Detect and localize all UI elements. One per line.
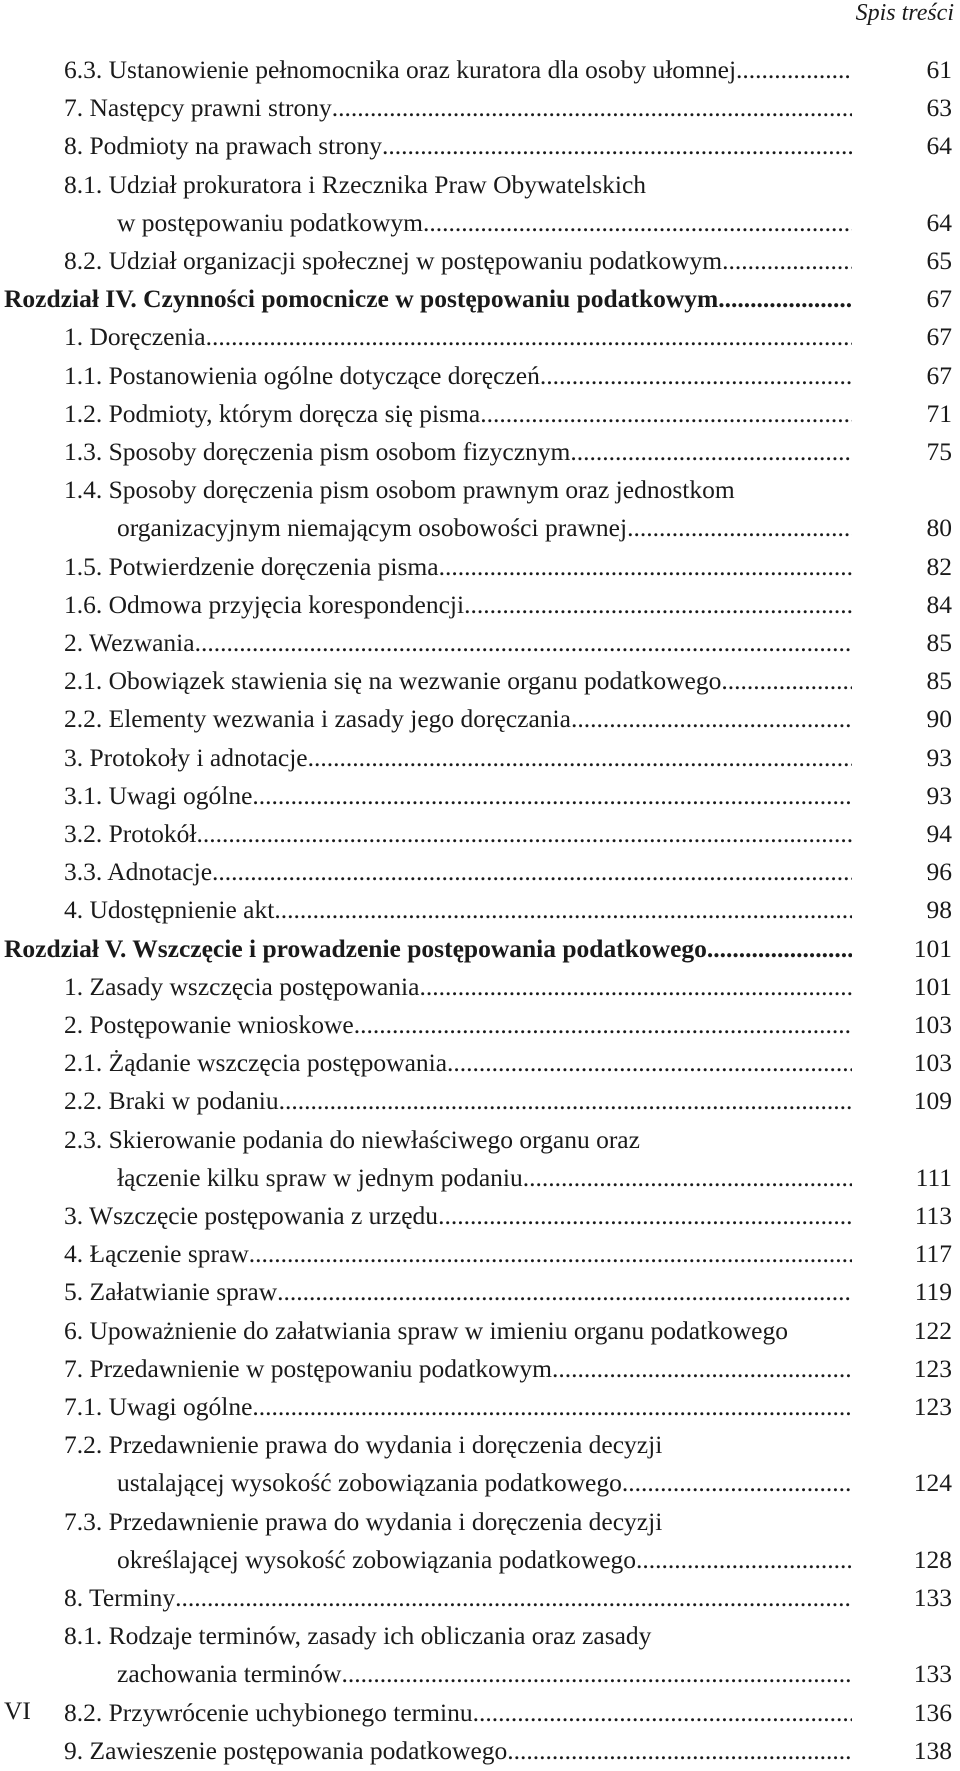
toc-entry-row: [0, 394, 952, 434]
toc-entry-row: [0, 1425, 952, 1465]
dot-leader: [570, 432, 852, 472]
toc-entry-row: [0, 1654, 952, 1694]
toc-entry-text: [64, 738, 852, 778]
toc-entry-row: [0, 623, 952, 663]
toc-entry-label: 2. Postępowanie wnioskowe: [64, 1010, 354, 1039]
dot-leader: [438, 1196, 852, 1236]
toc-entry-text: [64, 585, 852, 625]
toc-entry-label: 1.6. Odmowa przyjęcia korespondencji: [64, 589, 465, 619]
dot-leader: [627, 508, 852, 548]
toc-page-number: 84: [926, 589, 952, 619]
dot-leader: [447, 1043, 852, 1083]
toc-entry-text: [64, 1005, 852, 1045]
toc-entry-text: [64, 1043, 852, 1083]
toc-entry-text: [117, 508, 852, 548]
toc-entry-row: [0, 1693, 952, 1733]
toc-entry-text: [117, 1463, 852, 1503]
toc-entry-label: 6. Upoważnienie do załatwiania spraw w imieniu organu podatkowego: [64, 1315, 788, 1345]
toc-entry-row: [0, 814, 952, 854]
toc-entry-label: 8. Podmioty na prawach strony: [64, 131, 382, 161]
toc-entry-text: [64, 890, 852, 930]
toc-page-number: 113: [914, 1201, 952, 1230]
dot-leader: [419, 967, 852, 1007]
toc-entry-label: 4. Łączenie spraw: [64, 1239, 249, 1269]
toc-entry-label: 1.5. Potwierdzenie doręczenia pisma: [64, 551, 439, 581]
toc-entry-row: [0, 88, 952, 128]
toc-entry-text: [64, 1578, 852, 1618]
toc-entry-text: [64, 1120, 852, 1160]
toc-entry-row: [0, 203, 952, 243]
toc-entry-text: [64, 852, 852, 892]
toc-entry-text: [64, 470, 852, 510]
toc-entry-text: [117, 1158, 852, 1198]
dot-leader: [718, 279, 852, 319]
toc-entry-row: [0, 738, 952, 778]
toc-entry-row: [0, 432, 952, 472]
toc-page-number: 63: [926, 93, 952, 123]
toc-entry-label: łączenie kilku spraw w jednym podaniu: [117, 1162, 523, 1192]
dot-leader: [540, 356, 852, 396]
toc-page-number: 101: [913, 971, 952, 1001]
toc-page-number: 103: [913, 1048, 952, 1078]
toc-entry-text: [64, 699, 852, 739]
toc-entry-label: 5. Załatwianie spraw: [64, 1277, 278, 1307]
toc-entry-row: [0, 1463, 952, 1503]
toc-page-number: 93: [926, 780, 952, 810]
toc-entry-row: [0, 547, 952, 587]
toc-entry-label: 8.1. Udział prokuratora i Rzecznika Praw Obywatelskich: [64, 169, 647, 199]
dot-leader: [341, 1654, 852, 1694]
toc-entry-text: [64, 1425, 852, 1465]
dot-leader: [464, 585, 852, 625]
toc-entry-label: 8.2. Udział organizacji społecznej w postępowaniu podatkowym: [64, 246, 723, 275]
toc-page-number: 124: [913, 1468, 952, 1498]
toc-entry-row: [0, 165, 952, 205]
toc-page-number: 103: [913, 1010, 952, 1039]
toc-entry-text: [64, 241, 852, 281]
dot-leader: [636, 1540, 852, 1580]
page-number: VI: [4, 1696, 31, 1725]
toc-entry-label: 9. Zawieszenie postępowania podatkowego: [64, 1735, 508, 1765]
toc-entry-label: Rozdział V. Wszczęcie i prowadzenie postępowania podatkowego: [4, 933, 707, 963]
dot-leader: [308, 738, 852, 778]
toc-entry-label: 8.1. Rodzaje terminów, zasady ich obliczania oraz zasady: [64, 1621, 652, 1651]
toc-entry-row: [0, 1272, 952, 1312]
toc-entry-text: [4, 929, 852, 969]
toc-entry-row: [0, 1349, 952, 1389]
toc-page-number: 109: [913, 1086, 952, 1116]
toc-entry-row: [0, 1196, 952, 1236]
toc-entry-row: [0, 1616, 952, 1656]
dot-leader: [423, 203, 852, 243]
toc-entry-row: [0, 1387, 952, 1427]
toc-page-number: 67: [926, 284, 952, 314]
dot-leader: [439, 547, 852, 587]
dot-leader: [523, 1158, 852, 1198]
dot-leader: [196, 814, 852, 854]
toc-entry-row: [0, 1120, 952, 1160]
toc-entry-row: [0, 1234, 952, 1274]
toc-entry-row: [0, 50, 952, 90]
toc-page-number: 138: [913, 1735, 952, 1765]
toc-entry-text: [64, 623, 852, 663]
toc-entry-text: [64, 776, 852, 816]
toc-entry-label: 7.3. Przedawnienie prawa do wydania i doręczenia decyzji: [64, 1506, 663, 1536]
toc-entry-label: 4. Udostępnienie akt: [64, 895, 275, 925]
toc-entry-text: [64, 1234, 852, 1274]
toc-entry-label: 2.2. Elementy wezwania i zasady jego doręczania: [64, 704, 571, 734]
toc-entry-label: 1. Doręczenia: [64, 322, 206, 352]
toc-page-number: 133: [913, 1659, 952, 1689]
running-header: [0, 0, 960, 30]
toc-page-number: 122: [913, 1315, 952, 1345]
toc-entry-label: organizacyjnym niemającym osobowości prawnej: [117, 513, 628, 543]
dot-leader: [382, 126, 852, 166]
toc-entry-text: [64, 50, 852, 90]
toc-page-number: 96: [926, 857, 952, 887]
toc-entry-label: 1. Zasady wszczęcia postępowania: [64, 971, 420, 1001]
toc-entry-row: [0, 890, 952, 930]
toc-entry-row: [0, 241, 952, 281]
toc-page-number: 90: [926, 704, 952, 734]
dot-leader: [212, 852, 852, 892]
toc-entry-label: 7.2. Przedawnienie prawa do wydania i doręczenia decyzji: [64, 1430, 663, 1460]
toc-entry-text: [64, 394, 852, 434]
toc-page-number: 101: [913, 933, 952, 963]
dot-leader: [507, 1731, 852, 1771]
toc-entry-text: [117, 1540, 852, 1580]
toc-entry-text: [64, 661, 852, 701]
toc-entry-label: określającej wysokość zobowiązania podatkowego: [117, 1544, 637, 1574]
dot-leader: [473, 1693, 852, 1733]
toc-page-number: 71: [926, 398, 952, 428]
dot-leader: [252, 776, 852, 816]
toc-entry-text: [64, 432, 852, 472]
dot-leader: [480, 394, 852, 434]
toc-entry-text: [4, 279, 852, 319]
toc-entry-label: 7. Następcy prawni strony: [64, 93, 332, 123]
toc-page-number: 85: [926, 666, 952, 696]
toc-entry-label: 6.3. Ustanowienie pełnomocnika oraz kuratora dla osoby ułomnej: [64, 55, 737, 84]
toc-entry-label: 8. Terminy: [64, 1583, 176, 1612]
dot-leader: [552, 1349, 852, 1389]
toc-entry-text: [64, 1731, 852, 1771]
toc-entry-row: [0, 585, 952, 625]
dot-leader: [736, 50, 852, 90]
toc-entry-text: [64, 1349, 852, 1389]
toc-entry-label: 3. Wszczęcie postępowania z urzędu: [64, 1201, 439, 1230]
toc-entry-text: [64, 1502, 852, 1542]
toc-entry-text: [64, 126, 852, 166]
toc-entry-text: [64, 1311, 852, 1351]
toc-page-number: 85: [926, 628, 952, 657]
toc-page-number: 94: [926, 819, 952, 848]
toc-entry-text: [64, 1693, 852, 1733]
toc-entry-row: [0, 508, 952, 548]
toc-entry-text: [64, 967, 852, 1007]
dot-leader: [195, 623, 852, 663]
toc-entry-row: [0, 470, 952, 510]
toc-entry-text: [64, 1081, 852, 1121]
toc-entry-label: 3.3. Adnotacje: [64, 857, 213, 887]
toc-entry-row: [0, 1311, 952, 1351]
toc-entry-text: [64, 814, 852, 854]
toc-page-number: 111: [915, 1162, 952, 1192]
dot-leader: [252, 1387, 852, 1427]
toc-page-number: 61: [926, 55, 952, 84]
toc-chapter-row: [0, 279, 952, 319]
toc-entry-text: [64, 547, 852, 587]
toc-entry-row: [0, 1158, 952, 1198]
toc-entry-row: [0, 967, 952, 1007]
toc-entry-text: [64, 1272, 852, 1312]
toc-entry-row: [0, 1502, 952, 1542]
dot-leader: [175, 1578, 852, 1618]
dot-leader: [571, 699, 852, 739]
toc-entry-label: 1.1. Postanowienia ogólne dotyczące doręczeń: [64, 360, 540, 390]
dot-leader: [354, 1005, 852, 1045]
toc-entry-label: zachowania terminów: [117, 1659, 342, 1689]
toc-entry-row: [0, 776, 952, 816]
toc-entry-text: [117, 203, 852, 243]
toc-page-number: 80: [926, 513, 952, 543]
toc-entry-text: [64, 165, 852, 205]
toc-page-number: 64: [926, 207, 952, 237]
toc-page-number: 128: [913, 1544, 952, 1574]
toc-entry-label: 7. Przedawnienie w postępowaniu podatkowym: [64, 1353, 552, 1383]
toc-page-number: 123: [913, 1392, 952, 1421]
toc-page-number: 98: [926, 895, 952, 925]
running-header-title: Spis treści: [855, 0, 954, 26]
toc-page-number: 75: [926, 437, 952, 466]
toc-entry-row: [0, 356, 952, 396]
toc-entry-label: 8.2. Przywrócenie uchybionego terminu: [64, 1697, 473, 1727]
dot-leader: [622, 1463, 852, 1503]
toc-entry-row: [0, 1043, 952, 1083]
toc-entry-label: 1.4. Sposoby doręczenia pism osobom prawnym oraz jednostkom: [64, 475, 735, 505]
toc-entry-label: 3.2. Protokół: [64, 819, 197, 848]
dot-leader: [721, 661, 852, 701]
toc-entry-text: [64, 1616, 852, 1656]
toc-entry-text: [64, 88, 852, 128]
toc-entry-text: [64, 317, 852, 357]
toc-entry-label: 1.3. Sposoby doręczenia pism osobom fizycznym: [64, 437, 571, 466]
toc-entry-label: 2.1. Żądanie wszczęcia postępowania: [64, 1048, 448, 1078]
toc-entry-row: [0, 1578, 952, 1618]
toc-page-number: 65: [926, 246, 952, 275]
dot-leader: [206, 317, 852, 357]
toc-entry-text: [64, 1196, 852, 1236]
toc-entry-label: 7.1. Uwagi ogólne: [64, 1392, 253, 1421]
toc-page-number: 93: [926, 742, 952, 772]
toc-entry-row: [0, 126, 952, 166]
dot-leader: [274, 890, 852, 930]
toc-page-number: 123: [913, 1353, 952, 1383]
toc-page-number: 133: [913, 1583, 952, 1612]
toc-entry-row: [0, 852, 952, 892]
toc-entry-label: 2.3. Skierowanie podania do niewłaściwego organu oraz: [64, 1124, 640, 1154]
toc-page-number: 136: [913, 1697, 952, 1727]
toc-page-number: 82: [926, 551, 952, 581]
toc-entry-label: w postępowaniu podatkowym: [117, 207, 423, 237]
toc-entry-row: [0, 699, 952, 739]
dot-leader: [279, 1081, 852, 1121]
toc-entry-row: [0, 661, 952, 701]
toc-page-number: 67: [926, 360, 952, 390]
dot-leader: [332, 88, 852, 128]
toc-page-number: 64: [926, 131, 952, 161]
dot-leader: [707, 929, 852, 969]
toc-entry-text: [64, 356, 852, 396]
dot-leader: [277, 1272, 852, 1312]
toc-page-number: 117: [914, 1239, 952, 1269]
toc-entry-text: [64, 1387, 852, 1427]
toc-entry-row: [0, 317, 952, 357]
toc-page-number: 67: [926, 322, 952, 352]
toc-entry-label: 2.1. Obowiązek stawienia się na wezwanie organu podatkowego: [64, 666, 722, 696]
toc-entry-text: [117, 1654, 852, 1694]
dot-leader: [722, 241, 852, 281]
toc-entry-label: Rozdział IV. Czynności pomocnicze w postępowaniu podatkowym: [4, 284, 719, 314]
toc-entry-label: 2. Wezwania: [64, 628, 195, 657]
toc-entry-label: 3.1. Uwagi ogólne: [64, 780, 253, 810]
toc-chapter-row: [0, 929, 952, 969]
toc-entry-row: [0, 1731, 952, 1771]
toc-entry-row: [0, 1540, 952, 1580]
toc-entry-label: 1.2. Podmioty, którym doręcza się pisma: [64, 398, 481, 428]
toc-entry-row: [0, 1005, 952, 1045]
toc-entry-label: ustalającej wysokość zobowiązania podatkowego: [117, 1468, 622, 1498]
toc-entry-label: 3. Protokoły i adnotacje: [64, 742, 308, 772]
toc-page-number: 119: [914, 1277, 952, 1307]
toc-entry-label: 2.2. Braki w podaniu: [64, 1086, 279, 1116]
toc-entry-row: [0, 1081, 952, 1121]
dot-leader: [249, 1234, 852, 1274]
